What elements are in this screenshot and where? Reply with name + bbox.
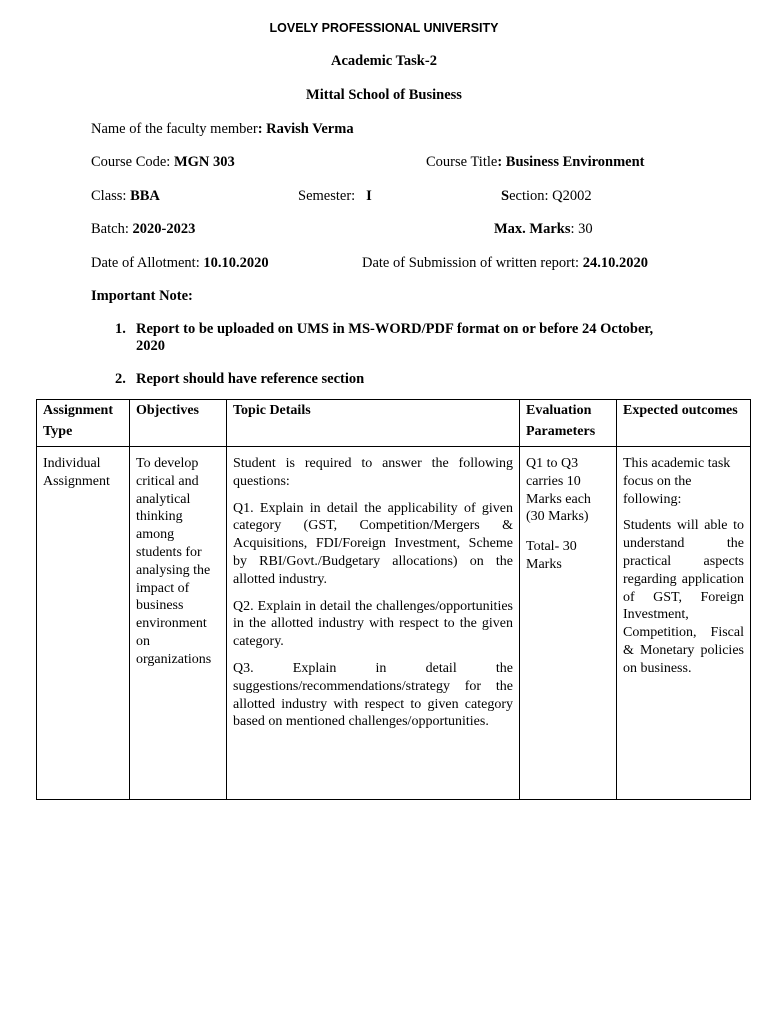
topic-intro: Student is required to answer the following questions: [233, 456, 513, 489]
table-header-row [37, 400, 751, 447]
outcome-intro: This academic task focus on the following: [623, 456, 731, 507]
topic-question: Q2. Explain in detail the challenges/opportunities in the allotted industry with respect to the given category. [233, 598, 513, 650]
note-item: Report to be uploaded on UMS in MS-WORD/PDF format on or before 24 October, 2020 [136, 321, 654, 354]
note-item: Report should have reference section [136, 371, 365, 387]
evaluation-marks: Q1 to Q3 carries 10 Marks each (30 Marks) [526, 456, 591, 525]
cell-outcomes [617, 447, 751, 800]
topic-question: Q3. Explain in detail the suggestions/recommendations/strategy for the allotted industry with respect to given category based on mentioned challenges/opportunities. [233, 660, 513, 730]
allotment-date: Date of Allotment: 10.10.2020 [91, 255, 269, 271]
cell-topic-details [227, 447, 520, 800]
header-objectives: Objectives [130, 400, 227, 447]
note-number: 2. [115, 371, 126, 387]
school-name: Mittal School of Business [306, 87, 462, 103]
header-expected-outcomes: Expected outcomes [617, 400, 751, 447]
important-note-heading: Important Note: [91, 288, 193, 304]
course-title: Course Title: Business Environment [426, 154, 645, 170]
max-marks-field: Max. Marks: 30 [494, 221, 593, 237]
evaluation-total: Total- 30 Marks [526, 539, 577, 572]
section-field: Section: Q2002 [501, 188, 592, 204]
faculty-line: Name of the faculty member: Ravish Verma [91, 121, 354, 137]
header-evaluation-parameters: Evaluation Parameters [520, 400, 617, 447]
faculty-label: Name of the faculty member [91, 121, 258, 137]
outcome-detail: Students will able to understand the practical aspects regarding application of GST, Foreign Investment, Competition, Fiscal & Monetary policies on business. [623, 518, 744, 676]
table-row [37, 447, 751, 800]
header-topic-details: Topic Details [227, 400, 520, 447]
class-field: Class: BBA [91, 188, 160, 204]
header-assignment-type: Assignment Type [37, 400, 130, 447]
submission-date: Date of Submission of written report: 24.10.2020 [362, 255, 648, 271]
batch-field: Batch: 2020-2023 [91, 221, 196, 237]
faculty-value: Ravish Verma [266, 121, 354, 137]
note-number: 1. [115, 321, 126, 337]
cell-objectives: To develop critical and analytical thinking among students for analysing the impact of business environment on organizations [130, 447, 227, 800]
cell-evaluation [520, 447, 617, 800]
semester-field: Semester: I [298, 188, 372, 204]
course-code: Course Code: MGN 303 [91, 154, 235, 170]
assignment-table [36, 399, 751, 800]
topic-question: Q1. Explain in detail the applicability of given category (GST, Competition/Mergers & Acquisitions, FDI/Foreign Investment, Scheme by RBI/Govt./Budgetary allocations) on the allotted industry. [233, 500, 513, 587]
university-name: LOVELY PROFESSIONAL UNIVERSITY [269, 21, 499, 35]
task-title: Academic Task-2 [331, 53, 437, 69]
cell-assignment-type: Individual Assignment [37, 447, 130, 800]
